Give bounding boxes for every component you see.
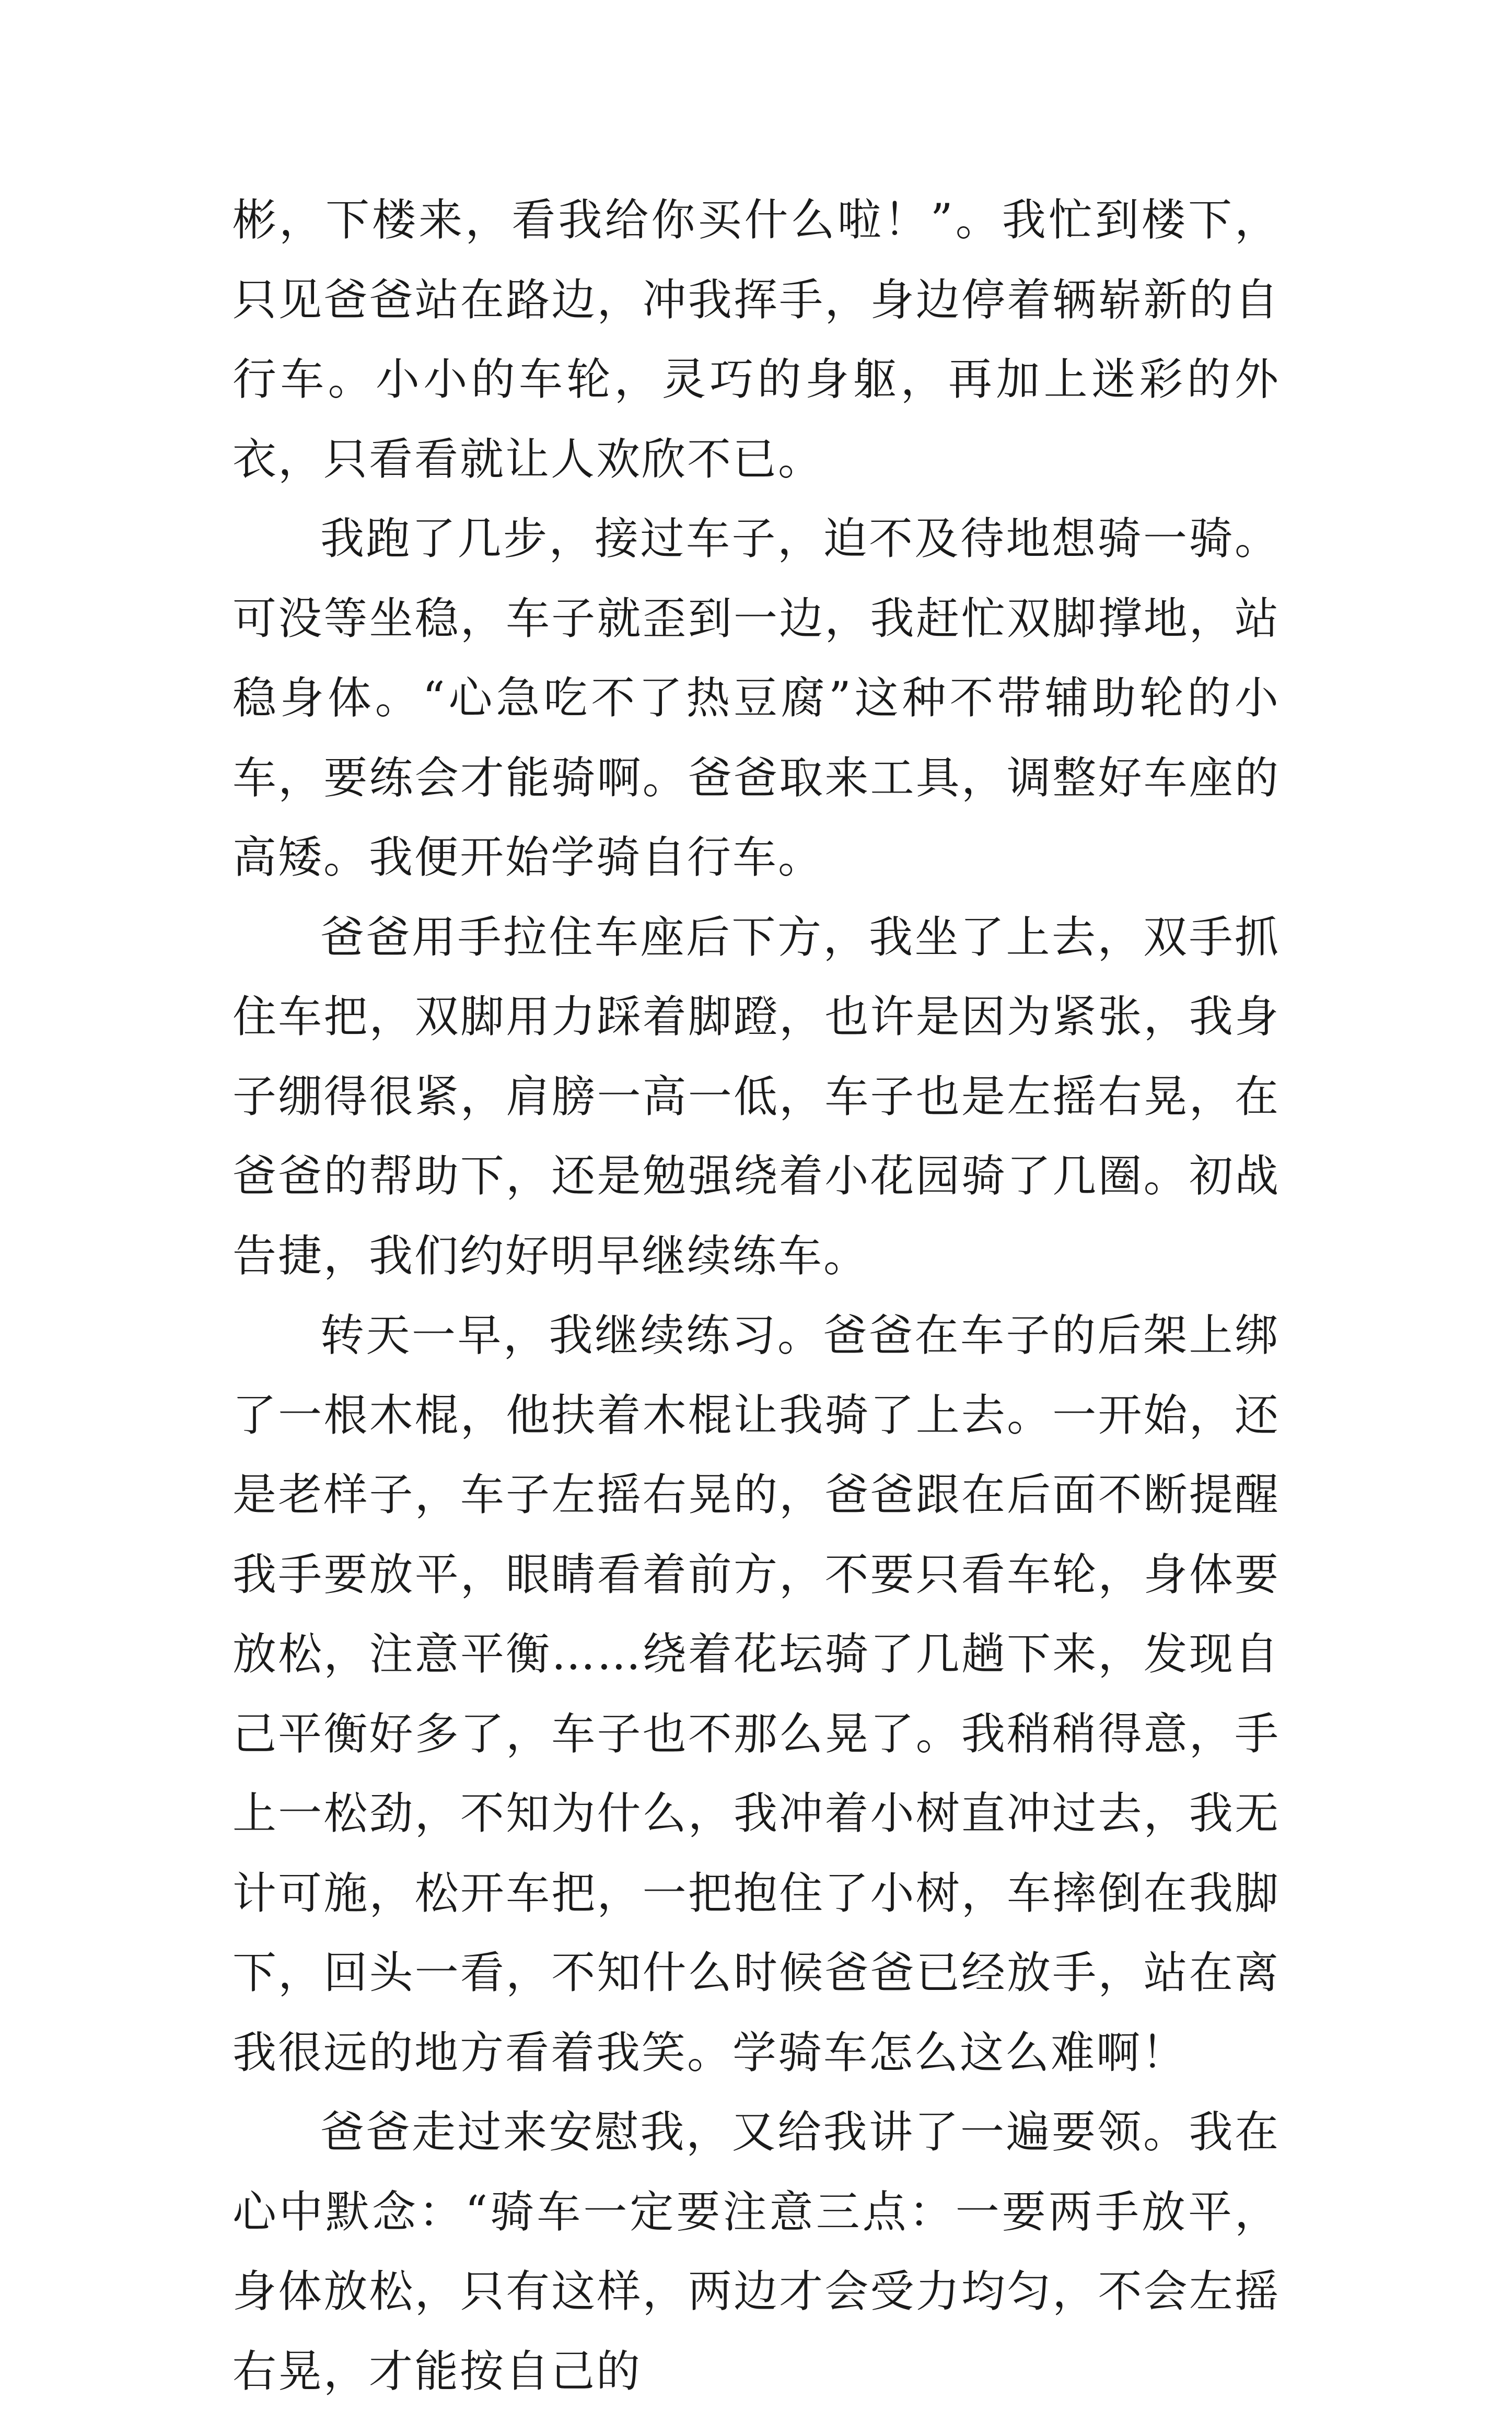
paragraph-4: 转天一早，我继续练习。爸爸在车子的后架上绑了一根木棍，他扶着木棍让我骑了上去。一开始，还是老样子，车子左摇右晃的，爸爸跟在后面不断提醒我手要放平，眼睛看着前方，不要只看车轮，身体要放松，注意平衡……绕着花坛骑了几趟下来，发现自己平衡好多了，车子也不那么晃了。我稍稍得意，手上一松劲，不知为什么，我冲着小树直冲过去，我无计可施，松开车把，一把抱住了小树，车摔倒在我脚下，回头一看，不知什么时候爸爸已经放手，站在离我很远的地方看着我笑。学骑车怎么这么难啊！ bbox=[232, 1310, 1280, 2078]
paragraph-3: 爸爸用手拉住车座后下方，我坐了上去，双手抓住车把，双脚用力踩着脚蹬，也许是因为紧张，我身子绷得很紧，肩膀一高一低，车子也是左摇右晃，在爸爸的帮助下，还是勉强绕着小花园骑了几圈。初战告捷，我们约好明早继续练车。 bbox=[232, 911, 1280, 1282]
paragraph-2: 我跑了几步，接过车子，迫不及待地想骑一骑。可没等坐稳，车子就歪到一边，我赶忙双脚撑地，站稳身体。“心急吃不了热豆腐”这种不带辅助轮的小车，要练会才能骑啊。爸爸取来工具，调整好车座的高矮。我便开始学骑自行车。 bbox=[232, 513, 1280, 883]
document-body bbox=[232, 180, 1280, 2411]
paragraph-5: 爸爸走过来安慰我，又给我讲了一遍要领。我在心中默念：“骑车一定要注意三点：一要两手放平，身体放松，只有这样，两边才会受力均匀，不会左摇右晃，才能按自己的 bbox=[232, 2106, 1280, 2397]
paragraph-1: 彬，下楼来，看我给你买什么啦！”。我忙到楼下，只见爸爸站在路边，冲我挥手，身边停着辆崭新的自行车。小小的车轮，灵巧的身躯，再加上迷彩的外衣，只看看就让人欢欣不已。 bbox=[232, 194, 1280, 485]
